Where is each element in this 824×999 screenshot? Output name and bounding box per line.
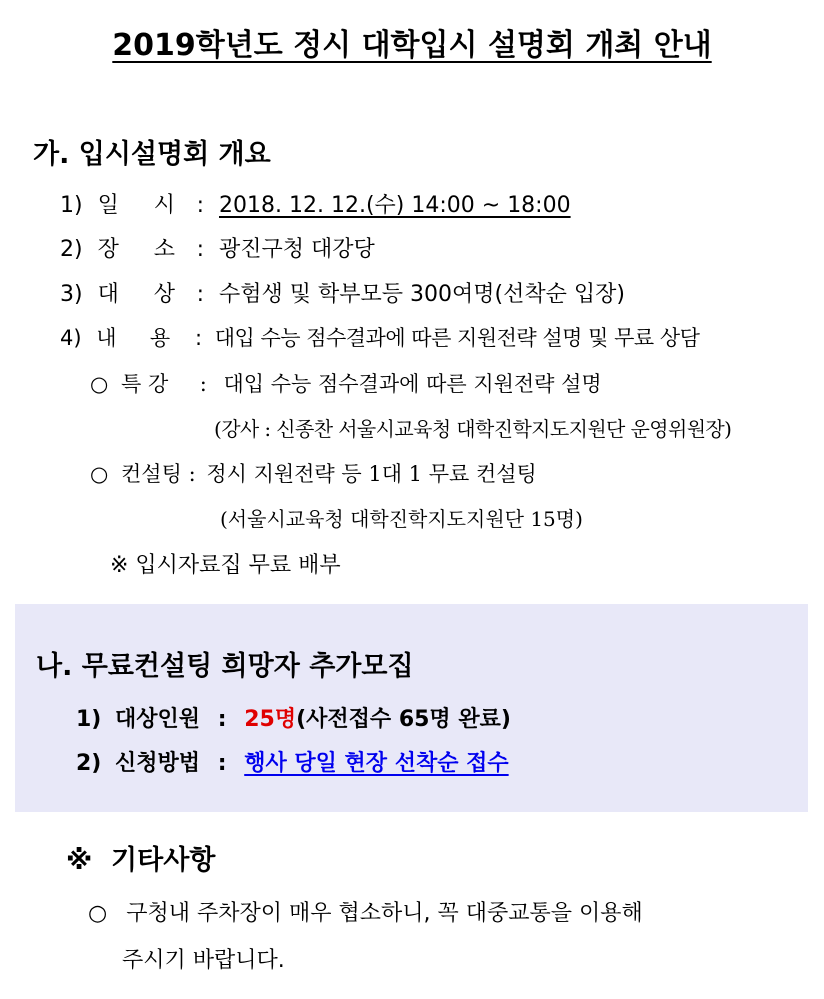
- section-a-heading: 가. 입시설명회 개요: [33, 139, 271, 170]
- etc-line-2: 주시기 바랍니다.: [122, 948, 285, 973]
- lecture-separator: :: [199, 372, 207, 396]
- overview-item-datetime: [60, 188, 571, 219]
- item-label: 내 용: [96, 326, 171, 350]
- item-value: 2018. 12. 12.(수) 14:00 ~ 18:00: [219, 193, 571, 218]
- item-separator: :: [194, 326, 203, 350]
- lecture-value: 대입 수능 점수결과에 따른 지원전략 설명: [223, 372, 602, 396]
- item-separator: :: [217, 751, 227, 776]
- item-label: 대 상: [97, 282, 176, 307]
- recruit-item-method: [76, 746, 509, 777]
- overview-item-place: [60, 232, 375, 263]
- consult-line: [90, 458, 537, 488]
- consult-note: (서울시교육청 대학진학지도지원단 15명): [220, 507, 583, 531]
- etc-text: 구청내 주차장이 매우 협소하니, 꼭 대중교통을 이용해: [126, 901, 643, 926]
- item-label: 신청방법: [115, 751, 201, 776]
- bullet-icon: ○: [88, 901, 108, 926]
- bullet-icon: ○: [90, 462, 109, 486]
- highlight-count: 25명: [244, 707, 297, 732]
- item-number: 2): [76, 751, 102, 776]
- item-label: 일 시: [97, 193, 176, 218]
- lecture-line: [90, 368, 602, 398]
- etc-line-1: [88, 896, 643, 927]
- section-b-heading: 나. 무료컨설팅 희망자 추가모집: [36, 651, 414, 682]
- lecture-note: (강사 : 신종찬 서울시교육청 대학진학지도지원단 운영위원장): [214, 417, 732, 441]
- recruit-item-count: [76, 702, 511, 733]
- item-separator: :: [217, 707, 227, 732]
- method-value: 행사 당일 현장 선착순 접수: [244, 751, 509, 776]
- item-value: 대입 수능 점수결과에 따른 지원전략 설명 및 무료 상담: [214, 326, 700, 350]
- item-label: 대상인원: [115, 707, 201, 732]
- overview-item-content: [60, 322, 699, 352]
- item-number: 1): [76, 707, 102, 732]
- etc-heading: ※ 기타사항: [66, 845, 216, 876]
- notice-materials: ※ 입시자료집 무료 배부: [110, 553, 341, 578]
- item-separator: :: [196, 193, 205, 218]
- item-number: 4): [60, 326, 82, 350]
- item-value: 광진구청 대강당: [219, 237, 375, 262]
- item-separator: :: [196, 282, 205, 307]
- item-number: 3): [60, 282, 83, 307]
- bullet-icon: ○: [90, 372, 109, 396]
- overview-item-target: [60, 277, 625, 308]
- item-value: (사전접수 65명 완료): [296, 707, 511, 732]
- item-label: 장 소: [97, 237, 176, 262]
- item-separator: :: [196, 237, 205, 262]
- item-number: 1): [60, 193, 83, 218]
- item-number: 2): [60, 237, 83, 262]
- consult-separator: :: [188, 462, 196, 486]
- lecture-label: 특 강: [121, 372, 169, 396]
- item-value: 수험생 및 학부모등 300여명(선착순 입장): [219, 282, 625, 307]
- page-title: 2019학년도 정시 대학입시 설명회 개최 안내: [112, 28, 712, 63]
- consult-value: 정시 지원전략 등 1대 1 무료 컨설팅: [206, 462, 537, 486]
- consult-label: 컨설팅: [121, 462, 182, 486]
